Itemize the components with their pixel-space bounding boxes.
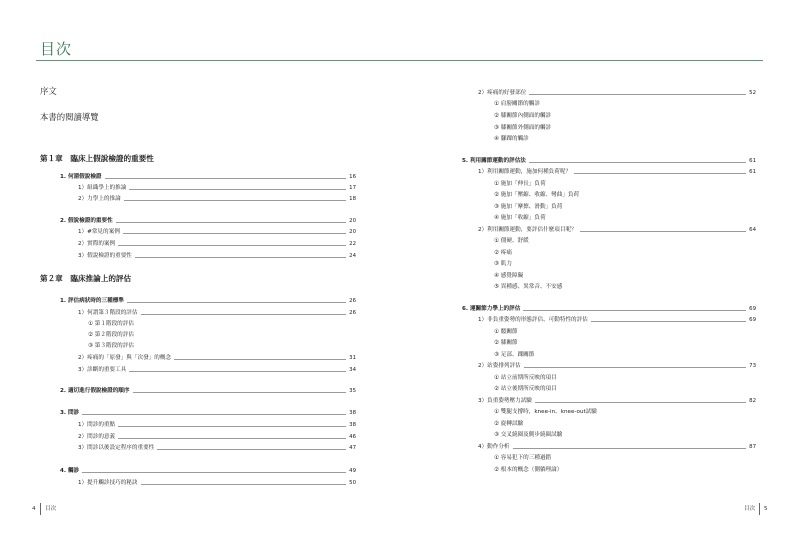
toc-row[interactable]: 4. 觸診 49: [60, 468, 356, 474]
toc-subitem[interactable]: ① 雙腿支撐時，knee-in、knee-out試驗: [494, 409, 597, 415]
right-footer-rule: [759, 503, 760, 515]
toc-title: 目次: [40, 40, 73, 58]
toc-subitem[interactable]: ② 旋轉試驗: [494, 421, 524, 427]
toc-subitem[interactable]: ① 站立前期所反映的項目: [494, 375, 557, 381]
toc-subitem[interactable]: ④ 施加「收縮」負荷: [494, 215, 546, 221]
right-page-number: 5: [764, 506, 768, 512]
toc-row[interactable]: 1）提升觸診技巧的秘訣 50: [78, 480, 356, 486]
toc-subitem[interactable]: ① 肩膀關節的觸診: [494, 101, 540, 107]
toc-subitem[interactable]: ① 僵硬、舒緩: [494, 238, 529, 244]
left-footer-label: 目次: [45, 506, 57, 512]
toc-subitem[interactable]: ① 施加「伸長」負荷: [494, 181, 546, 187]
toc-subitem[interactable]: ② 膝關節: [494, 340, 518, 346]
toc-row[interactable]: 1. 何謂假說檢證 16: [60, 174, 356, 180]
toc-row[interactable]: 1）問診的重點 38: [78, 422, 356, 428]
toc-subitem[interactable]: ② 膝關節內側面的觸診: [494, 113, 552, 119]
toc-subitem[interactable]: ② 疼痛: [494, 250, 512, 256]
toc-subitem[interactable]: ① 第１階段的評估: [88, 321, 134, 327]
toc-row[interactable]: 2）實際的案例 22: [78, 241, 356, 247]
toc-row[interactable]: 1）非負重姿勢的形態評估、可動特性的評估 69: [478, 317, 756, 323]
toc-row[interactable]: 2）問診的意義 46: [78, 434, 356, 440]
toc-subitem[interactable]: ① 髖關節: [494, 329, 518, 335]
toc-subitem[interactable]: ③ 肌力: [494, 261, 512, 267]
title-rule: [36, 60, 763, 61]
toc-row[interactable]: 2）力學上的推論 18: [78, 196, 356, 202]
toc-row[interactable]: 5. 利用關節運動的評估法 61: [462, 158, 756, 164]
toc-row[interactable]: 2）疼痛的「原發」與「次發」的概念 31: [78, 355, 356, 361]
toc-subitem[interactable]: ③ 第３階段的評估: [88, 343, 134, 349]
toc-subitem[interactable]: ④ 腳踝的觸診: [494, 136, 529, 142]
toc-row[interactable]: 2. 假說檢證的重要性 20: [60, 218, 356, 224]
toc-row[interactable]: 1）利用關節運動，施加何種負荷呢？ 61: [478, 169, 756, 175]
toc-subitem[interactable]: ② 根本的概念（側躺理論）: [494, 467, 563, 473]
toc-subitem[interactable]: ③ 交叉繞圈及側步繞圈試驗: [494, 432, 563, 438]
toc-subitem[interactable]: ② 施加「壓縮、收縮、彎曲」負荷: [494, 192, 580, 198]
toc-row[interactable]: 2）利用關節運動，要評估什麼項目呢？ 64: [478, 227, 756, 233]
toc-subitem[interactable]: ③ 足部、踝關節: [494, 352, 535, 358]
right-footer-label: 目次: [744, 506, 756, 512]
toc-subitem[interactable]: ④ 感覺障礙: [494, 273, 524, 279]
reading-guide-entry[interactable]: 本書的閱讀導覽: [40, 112, 99, 122]
toc-subitem[interactable]: ③ 施加「摩擦、滑動」負荷: [494, 204, 563, 210]
left-footer-rule: [40, 503, 41, 515]
toc-subitem[interactable]: ② 站立後期所反映的項目: [494, 386, 557, 392]
toc-row[interactable]: 3）假說檢證的重要性 24: [78, 253, 356, 259]
left-page-number: 4: [32, 506, 36, 512]
toc-row[interactable]: 4）動作分析 87: [478, 444, 756, 450]
preface-entry[interactable]: 序文: [40, 86, 57, 96]
chapter-2-heading[interactable]: 第２章 臨床推論上的評估: [40, 274, 132, 283]
toc-row[interactable]: 1）何謂第３階段的評估 26: [78, 310, 356, 316]
chapter-1-heading[interactable]: 第１章 臨床上假說檢證的重要性: [40, 154, 154, 163]
toc-row[interactable]: 2）疼痛的好發部位 52: [478, 90, 756, 96]
toc-subitem[interactable]: ③ 膝關節外側面的觸診: [494, 125, 552, 131]
toc-row[interactable]: 3. 問診 38: [60, 410, 356, 416]
toc-row[interactable]: 1）#常見的案例 20: [78, 229, 356, 235]
toc-row[interactable]: 1. 評估病狀時的三種標準 26: [60, 298, 356, 304]
toc-row[interactable]: 3）負重姿勢壓力試驗 82: [478, 398, 756, 404]
toc-subitem[interactable]: ① 容易犯下的三種過錯: [494, 455, 552, 461]
toc-row[interactable]: 2）站姿排列評估 73: [478, 363, 756, 369]
toc-subitem[interactable]: ② 第２階段的評估: [88, 332, 134, 338]
toc-row[interactable]: 1）組織學上的推論 17: [78, 185, 356, 191]
toc-subitem[interactable]: ⑤ 異種感、異常音、不安感: [494, 284, 563, 290]
toc-row[interactable]: 3）診斷的重要工具 34: [78, 367, 356, 373]
toc-row[interactable]: 2. 適切進行假說檢證的順序 35: [60, 388, 356, 394]
toc-row[interactable]: 3）問診以後設定程序的重要性 47: [78, 445, 356, 451]
toc-row[interactable]: 6. 運關節力學上的評估 69: [462, 306, 756, 312]
